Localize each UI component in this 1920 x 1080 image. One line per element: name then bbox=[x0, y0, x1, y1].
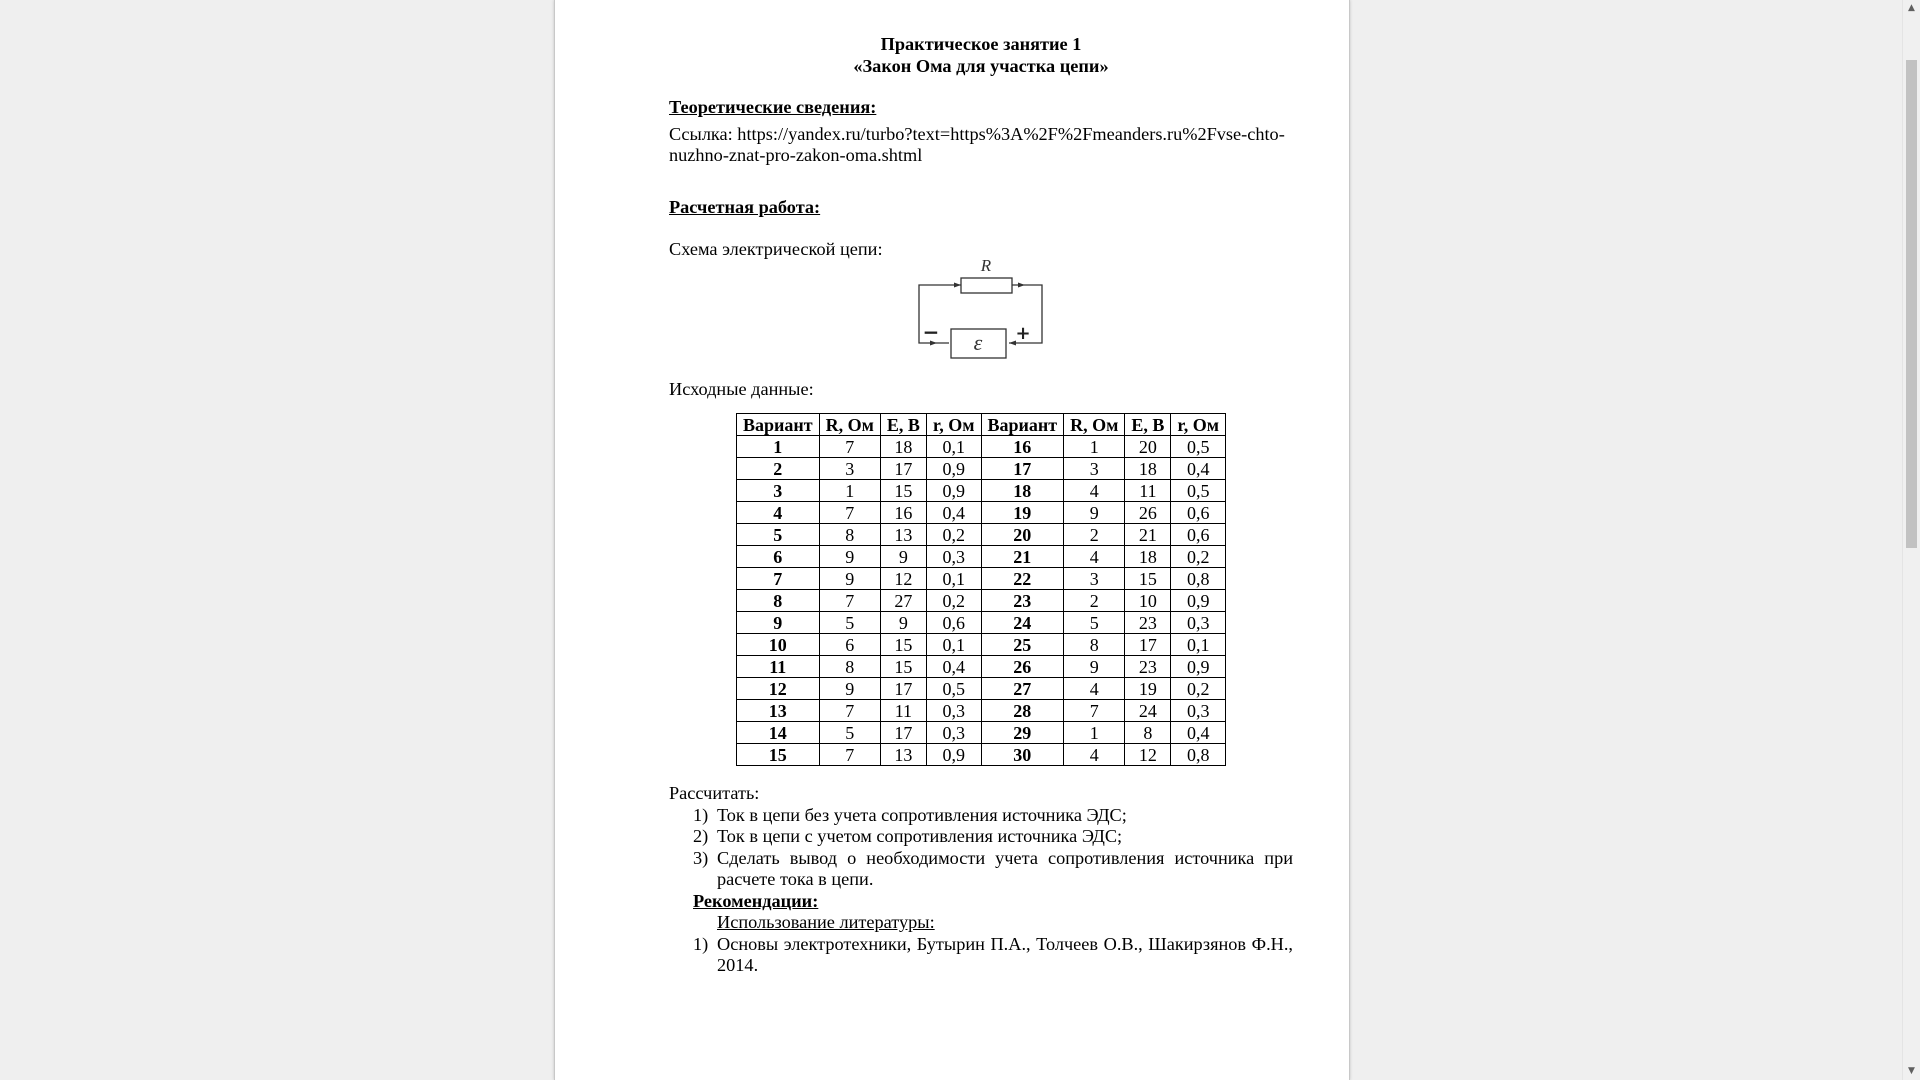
table-row bbox=[737, 634, 1226, 656]
table-cell: 2 bbox=[737, 458, 820, 480]
plus-sign: + bbox=[1015, 322, 1031, 344]
table-row bbox=[737, 458, 1226, 480]
table-cell: 21 bbox=[1125, 524, 1171, 546]
table-cell: 0,1 bbox=[1171, 634, 1226, 656]
table-cell: 1 bbox=[1064, 722, 1125, 744]
table-cell: 5 bbox=[819, 612, 880, 634]
table-cell: 10 bbox=[1125, 590, 1171, 612]
table-row bbox=[737, 480, 1226, 502]
table-row bbox=[737, 744, 1226, 766]
table-cell: 0,6 bbox=[1171, 524, 1226, 546]
table-cell: 4 bbox=[1064, 678, 1125, 700]
table-cell: 0,9 bbox=[926, 458, 981, 480]
header-r-2: R, Ом bbox=[1064, 414, 1125, 436]
table-cell: 4 bbox=[1064, 546, 1125, 568]
table-cell: 9 bbox=[819, 568, 880, 590]
calculate-label: Рассчитать: bbox=[669, 783, 760, 803]
literature-item-number: 1) bbox=[693, 933, 709, 954]
table-cell: 8 bbox=[737, 590, 820, 612]
table-cell: 16 bbox=[880, 502, 926, 524]
table-cell: 8 bbox=[1064, 634, 1125, 656]
table-cell: 23 bbox=[981, 590, 1064, 612]
task-item-number: 1) bbox=[693, 804, 709, 825]
literature-list bbox=[669, 934, 1293, 977]
table-row bbox=[737, 590, 1226, 612]
table-cell: 1 bbox=[737, 436, 820, 458]
table-cell: 24 bbox=[981, 612, 1064, 634]
scroll-up-icon[interactable]: ▲ bbox=[1908, 3, 1915, 13]
table-cell: 4 bbox=[1064, 480, 1125, 502]
table-cell: 0,1 bbox=[926, 436, 981, 458]
table-row bbox=[737, 678, 1226, 700]
table-cell: 15 bbox=[880, 634, 926, 656]
table-cell: 15 bbox=[1125, 568, 1171, 590]
resistor-label: R bbox=[980, 256, 992, 275]
table-cell: 0,6 bbox=[926, 612, 981, 634]
table-cell: 17 bbox=[880, 458, 926, 480]
table-cell: 0,4 bbox=[1171, 458, 1226, 480]
table-cell: 7 bbox=[819, 744, 880, 766]
table-cell: 0,3 bbox=[926, 700, 981, 722]
table-cell: 15 bbox=[880, 480, 926, 502]
table-cell: 1 bbox=[1064, 436, 1125, 458]
table-cell: 6 bbox=[737, 546, 820, 568]
table-header-row bbox=[737, 414, 1226, 436]
resistor-symbol bbox=[961, 278, 1012, 293]
table-cell: 17 bbox=[981, 458, 1064, 480]
table-cell: 0,4 bbox=[1171, 722, 1226, 744]
table-cell: 0,1 bbox=[926, 568, 981, 590]
table-cell: 9 bbox=[737, 612, 820, 634]
table-cell: 18 bbox=[1125, 458, 1171, 480]
initial-data-label: Исходные данные: bbox=[669, 378, 814, 399]
link-text: Ссылка: https://yandex.ru/turbo?text=https%3A%2F%2Fmeanders.ru%2Fvse-chto-nuzhno-znat-pro-zakon-oma.shtml bbox=[669, 123, 1285, 165]
table-cell: 6 bbox=[819, 634, 880, 656]
table-cell: 7 bbox=[1064, 700, 1125, 722]
table-cell: 23 bbox=[1125, 612, 1171, 634]
table-cell: 3 bbox=[819, 458, 880, 480]
table-cell: 9 bbox=[880, 612, 926, 634]
table-cell: 0,5 bbox=[926, 678, 981, 700]
table-cell: 12 bbox=[880, 568, 926, 590]
table-cell: 0,1 bbox=[926, 634, 981, 656]
literature-item bbox=[669, 934, 1293, 977]
literature-label: Использование литературы: bbox=[717, 912, 935, 932]
calc-heading: Расчетная работа: bbox=[669, 196, 821, 217]
table-cell: 0,9 bbox=[926, 480, 981, 502]
table-cell: 0,8 bbox=[1171, 744, 1226, 766]
task-item-number: 3) bbox=[693, 847, 709, 868]
table-cell: 15 bbox=[737, 744, 820, 766]
table-cell: 7 bbox=[819, 700, 880, 722]
table-cell: 19 bbox=[1125, 678, 1171, 700]
table-cell: 22 bbox=[981, 568, 1064, 590]
table-cell: 29 bbox=[981, 722, 1064, 744]
table-cell: 17 bbox=[880, 678, 926, 700]
table-cell: 17 bbox=[1125, 634, 1171, 656]
table-cell: 12 bbox=[1125, 744, 1171, 766]
table-cell: 16 bbox=[981, 436, 1064, 458]
table-cell: 24 bbox=[1125, 700, 1171, 722]
table-cell: 9 bbox=[1064, 656, 1125, 678]
table-cell: 26 bbox=[1125, 502, 1171, 524]
table-cell: 3 bbox=[1064, 458, 1125, 480]
scroll-down-icon[interactable]: ▼ bbox=[1908, 1066, 1915, 1076]
table-row bbox=[737, 656, 1226, 678]
page-content bbox=[669, 34, 1293, 977]
table-cell: 10 bbox=[737, 634, 820, 656]
table-cell: 12 bbox=[737, 678, 820, 700]
table-cell: 2 bbox=[1064, 524, 1125, 546]
header-r-1: R, Ом bbox=[819, 414, 880, 436]
table-cell: 4 bbox=[1064, 744, 1125, 766]
table-cell: 26 bbox=[981, 656, 1064, 678]
table-cell: 7 bbox=[819, 502, 880, 524]
table-cell: 8 bbox=[819, 656, 880, 678]
task-item bbox=[669, 826, 1293, 848]
table-cell: 13 bbox=[880, 744, 926, 766]
table-cell: 27 bbox=[981, 678, 1064, 700]
table-cell: 5 bbox=[737, 524, 820, 546]
table-cell: 7 bbox=[737, 568, 820, 590]
table-cell: 18 bbox=[1125, 546, 1171, 568]
table-cell: 0,8 bbox=[1171, 568, 1226, 590]
table-cell: 20 bbox=[1125, 436, 1171, 458]
table-row bbox=[737, 700, 1226, 722]
circuit-diagram bbox=[669, 256, 1293, 379]
table-cell: 0,3 bbox=[926, 722, 981, 744]
table-cell: 21 bbox=[981, 546, 1064, 568]
table-cell: 9 bbox=[1064, 502, 1125, 524]
recommendations-heading: Рекомендации: bbox=[693, 890, 819, 911]
table-cell: 20 bbox=[981, 524, 1064, 546]
table-cell: 0,9 bbox=[1171, 590, 1226, 612]
table-row bbox=[737, 546, 1226, 568]
table-cell: 7 bbox=[819, 590, 880, 612]
table-cell: 0,4 bbox=[926, 502, 981, 524]
header-e-2: E, В bbox=[1125, 414, 1171, 436]
arrow-right-top bbox=[1018, 282, 1025, 287]
table-cell: 0,9 bbox=[926, 744, 981, 766]
task-item-text: Ток в цепи с учетом сопротивления источника ЭДС; bbox=[717, 826, 1123, 846]
table-row bbox=[737, 568, 1226, 590]
table-cell: 3 bbox=[737, 480, 820, 502]
table-cell: 0,3 bbox=[1171, 700, 1226, 722]
table-row bbox=[737, 722, 1226, 744]
table-cell: 7 bbox=[819, 436, 880, 458]
table-cell: 3 bbox=[1064, 568, 1125, 590]
table-cell: 5 bbox=[819, 722, 880, 744]
table-cell: 11 bbox=[737, 656, 820, 678]
task-item-number: 2) bbox=[693, 826, 709, 846]
theory-heading: Теоретические сведения: bbox=[669, 97, 877, 117]
header-e-1: E, В bbox=[880, 414, 926, 436]
table-cell: 9 bbox=[819, 546, 880, 568]
header-r-internal-2: r, Ом bbox=[1171, 414, 1226, 436]
table-cell: 0,5 bbox=[1171, 480, 1226, 502]
table-cell: 0,9 bbox=[1171, 656, 1226, 678]
scroll-thumb[interactable] bbox=[1906, 60, 1917, 548]
table-row bbox=[737, 612, 1226, 634]
table-cell: 18 bbox=[880, 436, 926, 458]
minus-sign: − bbox=[922, 319, 940, 344]
table-cell: 0,2 bbox=[1171, 546, 1226, 568]
table-cell: 14 bbox=[737, 722, 820, 744]
table-cell: 11 bbox=[1125, 480, 1171, 502]
table-cell: 13 bbox=[880, 524, 926, 546]
circuit-svg bbox=[899, 257, 1049, 375]
scheme-label: Схема электрической цепи: bbox=[669, 239, 883, 259]
table-cell: 27 bbox=[880, 590, 926, 612]
title-line-2: «Закон Ома для участка цепи» bbox=[853, 55, 1109, 76]
table-cell: 13 bbox=[737, 700, 820, 722]
table-cell: 0,2 bbox=[926, 524, 981, 546]
task-item-text: Ток в цепи без учета сопротивления источника ЭДС; bbox=[717, 804, 1127, 825]
header-variant-2: Вариант bbox=[981, 414, 1064, 436]
title-line-1: Практическое занятие 1 bbox=[880, 34, 1082, 54]
variants-table bbox=[736, 413, 1226, 766]
table-row bbox=[737, 436, 1226, 458]
table-row bbox=[737, 502, 1226, 524]
table-cell: 4 bbox=[737, 502, 820, 524]
table-cell: 5 bbox=[1064, 612, 1125, 634]
table-cell: 0,3 bbox=[1171, 612, 1226, 634]
table-cell: 30 bbox=[981, 744, 1064, 766]
tasks-list bbox=[669, 805, 1293, 891]
table-cell: 8 bbox=[1125, 722, 1171, 744]
literature-item-text: Основы электротехники, Бутырин П.А., Толчеев О.В., Шакирзянов Ф.Н., 2014. bbox=[717, 933, 1293, 975]
header-r-internal-1: r, Ом bbox=[926, 414, 981, 436]
table-cell: 18 bbox=[981, 480, 1064, 502]
task-item bbox=[669, 805, 1293, 827]
table-cell: 11 bbox=[880, 700, 926, 722]
table-cell: 0,2 bbox=[1171, 678, 1226, 700]
table-cell: 0,3 bbox=[926, 546, 981, 568]
arrow-left-top bbox=[954, 282, 961, 287]
document-page bbox=[554, 0, 1350, 1080]
table-cell: 28 bbox=[981, 700, 1064, 722]
table-cell: 25 bbox=[981, 634, 1064, 656]
source-label: ε bbox=[973, 329, 983, 355]
table-row bbox=[737, 524, 1226, 546]
table-cell: 0,2 bbox=[926, 590, 981, 612]
table-cell: 0,4 bbox=[926, 656, 981, 678]
table-cell: 9 bbox=[819, 678, 880, 700]
table-cell: 19 bbox=[981, 502, 1064, 524]
task-item-text: Сделать вывод о необходимости учета сопротивления источника при расчете тока в цепи. bbox=[717, 847, 1293, 889]
table-cell: 17 bbox=[880, 722, 926, 744]
table-cell: 8 bbox=[819, 524, 880, 546]
table-cell: 15 bbox=[880, 656, 926, 678]
table-cell: 23 bbox=[1125, 656, 1171, 678]
vertical-scrollbar[interactable] bbox=[1902, 0, 1920, 1080]
task-item bbox=[669, 848, 1293, 891]
table-cell: 0,6 bbox=[1171, 502, 1226, 524]
table-cell: 9 bbox=[880, 546, 926, 568]
table-cell: 1 bbox=[819, 480, 880, 502]
table-cell: 0,5 bbox=[1171, 436, 1226, 458]
header-variant-1: Вариант bbox=[737, 414, 820, 436]
table-cell: 2 bbox=[1064, 590, 1125, 612]
